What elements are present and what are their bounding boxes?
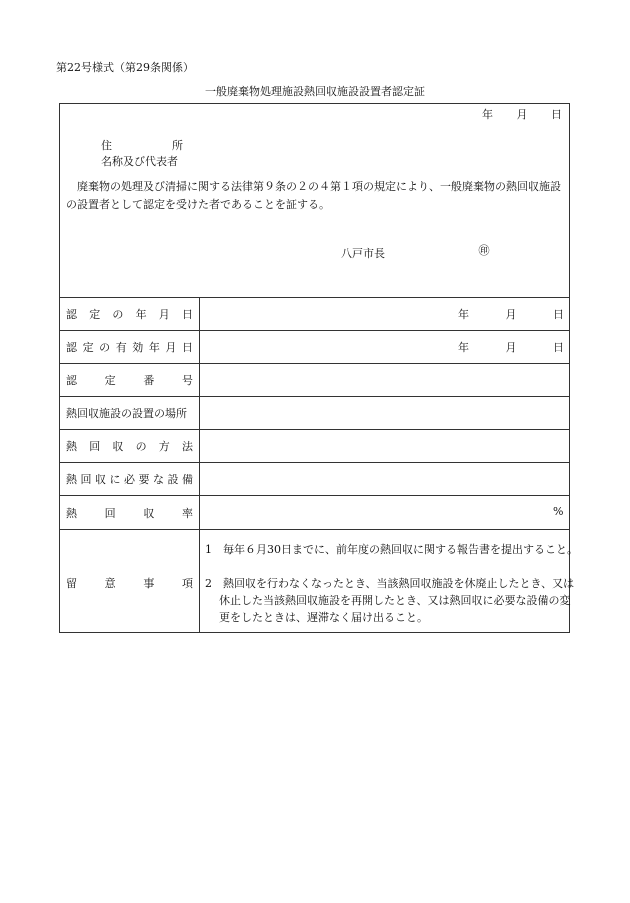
label-char: 備 [182, 473, 193, 486]
label-char: 月 [165, 341, 177, 354]
label-char: 回 [80, 473, 92, 486]
label-char: 方 [158, 440, 170, 453]
cert-date-label [66, 306, 193, 322]
document-title: 一般廃棄物処理施設熱回収施設設置者認定証 [205, 85, 425, 98]
label-char: 日 [181, 341, 193, 354]
note-item-2: 2 熱回収を行わなくなったとき、当該熱回収施設を休廃止したとき、又は休止した当該熱回収施設を再開したとき、又は熱回収に必要な設備の変更をしたときは、遅滞なく届け出ること。 [205, 577, 575, 624]
label-char: 回 [104, 507, 116, 520]
label-char: の [99, 341, 111, 354]
percent-unit: % [553, 505, 564, 518]
label-char: 留 [66, 577, 77, 590]
label-char: 定 [82, 341, 94, 354]
label-char: 定 [89, 308, 101, 321]
month-char: 月 [505, 341, 517, 354]
label-char: 収 [112, 440, 124, 453]
label-char: 日 [181, 308, 193, 321]
recovery-rate-label [66, 505, 193, 521]
note-item-1: 1 毎年６月30日までに、前年度の熱回収に関する報告書を提出すること。 [205, 543, 578, 556]
month-char: 月 [505, 308, 517, 321]
row-divider [59, 429, 570, 430]
row-divider [59, 297, 570, 298]
label-char: 熱 [66, 440, 77, 453]
label-char: 設 [167, 473, 179, 486]
label-char: 回 [89, 440, 101, 453]
label-char: 年 [148, 341, 160, 354]
equipment-label [66, 471, 193, 487]
valid-date-label [66, 339, 193, 355]
label-char: な [153, 473, 164, 486]
label-char: 認 [66, 308, 77, 321]
label-char: 定 [104, 374, 116, 387]
issuer-name: 八戸市長 [341, 247, 385, 260]
label-char: に [109, 473, 121, 486]
label-char: 熱 [66, 473, 77, 486]
label-char: 収 [143, 507, 155, 520]
year-char: 年 [458, 341, 469, 354]
column-divider [199, 297, 200, 633]
label-char: 有 [115, 341, 127, 354]
row-divider [59, 529, 570, 530]
row-divider [59, 495, 570, 496]
label-char: 収 [95, 473, 106, 486]
year-char: 年 [482, 108, 493, 121]
label-char: の [112, 308, 124, 321]
row-divider [59, 462, 570, 463]
notes-label [66, 575, 193, 591]
label-char: 年 [135, 308, 147, 321]
label-char: の [135, 440, 147, 453]
recovery-method-label [66, 438, 193, 454]
address-label-char: 所 [172, 139, 183, 152]
address-label [101, 137, 183, 153]
address-label-char: 住 [101, 139, 112, 152]
label-char: 要 [138, 473, 150, 486]
day-char: 日 [553, 308, 564, 321]
label-char: 号 [181, 374, 193, 387]
issue-date [482, 106, 562, 122]
row-divider [59, 396, 570, 397]
certificate-body: 廃棄物の処理及び清掃に関する法律第９条の２の４第１項の規定により、一般廃棄物の熱回収施設の設置者として認定を受けた者であることを証する。 [66, 180, 561, 211]
seal-mark: ㊞ [478, 244, 490, 257]
label-char: 項 [181, 577, 193, 590]
label-char: 認 [66, 374, 77, 387]
label-char: 法 [181, 440, 193, 453]
day-char: 日 [553, 341, 564, 354]
label-char: 効 [132, 341, 144, 354]
valid-date-value [458, 339, 564, 355]
facility-location-label: 熱回収施設の設置の場所 [66, 407, 187, 420]
year-char: 年 [458, 308, 469, 321]
label-char: 率 [181, 507, 193, 520]
month-char: 月 [516, 108, 528, 121]
row-divider [59, 330, 570, 331]
label-char: 意 [104, 577, 116, 590]
label-char: 認 [66, 341, 77, 354]
label-char: 月 [158, 308, 170, 321]
label-char: 必 [124, 473, 135, 486]
form-number: 第22号様式（第29条関係） [56, 61, 194, 74]
row-divider [59, 363, 570, 364]
label-char: 番 [143, 374, 155, 387]
label-char: 事 [143, 577, 155, 590]
label-char: 熱 [66, 507, 77, 520]
cert-number-label [66, 372, 193, 388]
cert-date-value [458, 306, 564, 322]
name-representative-label: 名称及び代表者 [101, 155, 178, 168]
day-char: 日 [551, 108, 562, 121]
